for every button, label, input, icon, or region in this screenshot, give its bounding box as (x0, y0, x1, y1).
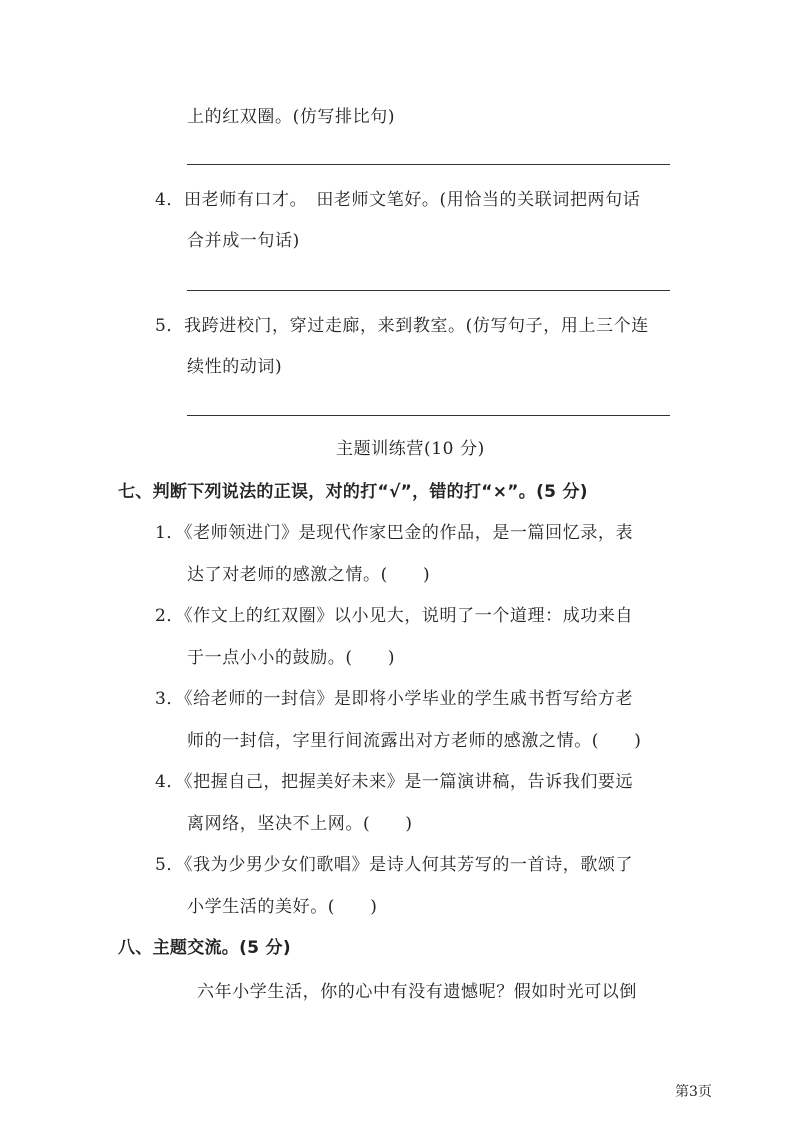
text-line: 达了对老师的感激之情。( ) (187, 565, 431, 585)
text-line: 小学生活的美好。( ) (187, 897, 378, 917)
text-line: 5．《我为少男少女们歌唱》是诗人何其芳写的一首诗，歌颂了 (155, 855, 634, 875)
text-line: 1．《老师领进门》是现代作家巴金的作品，是一篇回忆录，表 (155, 523, 634, 543)
answer-line (187, 164, 670, 165)
text-line: 5．我跨进校门，穿过走廊，来到教室。(仿写句子，用上三个连 (155, 316, 649, 336)
question-heading: 七、判断下列说法的正误，对的打“√”，错的打“×”。(5 分) (118, 482, 588, 502)
answer-line (187, 290, 670, 291)
text-line: 离网络，坚决不上网。( ) (187, 814, 413, 834)
text-line: 2．《作文上的红双圈》以小见大，说明了一个道理：成功来自 (155, 606, 634, 626)
text-line: 上的红双圈。(仿写排比句) (187, 107, 396, 127)
text-line: 于一点小小的鼓励。( ) (187, 648, 396, 668)
question-heading: 八、主题交流。(5 分) (118, 938, 291, 958)
text-line: 合并成一句话) (187, 231, 300, 251)
text-line: 六年小学生活，你的心中有没有遗憾呢？假如时光可以倒 (197, 982, 637, 1002)
answer-line (187, 415, 670, 416)
text-line: 3．《给老师的一封信》是即将小学毕业的学生戚书哲写给方老 (155, 689, 634, 709)
text-line: 4．田老师有口才。 田老师文笔好。(用恰当的关联词把两句话 (155, 190, 641, 210)
text-line: 师的一封信，字里行间流露出对方老师的感激之情。( ) (187, 731, 642, 751)
text-line: 续性的动词) (187, 357, 283, 377)
section-title: 主题训练营(10 分) (336, 439, 485, 459)
text-line: 4．《把握自己，把握美好未来》是一篇演讲稿，告诉我们要远 (155, 772, 634, 792)
page-number: 第3页 (675, 1084, 712, 1100)
